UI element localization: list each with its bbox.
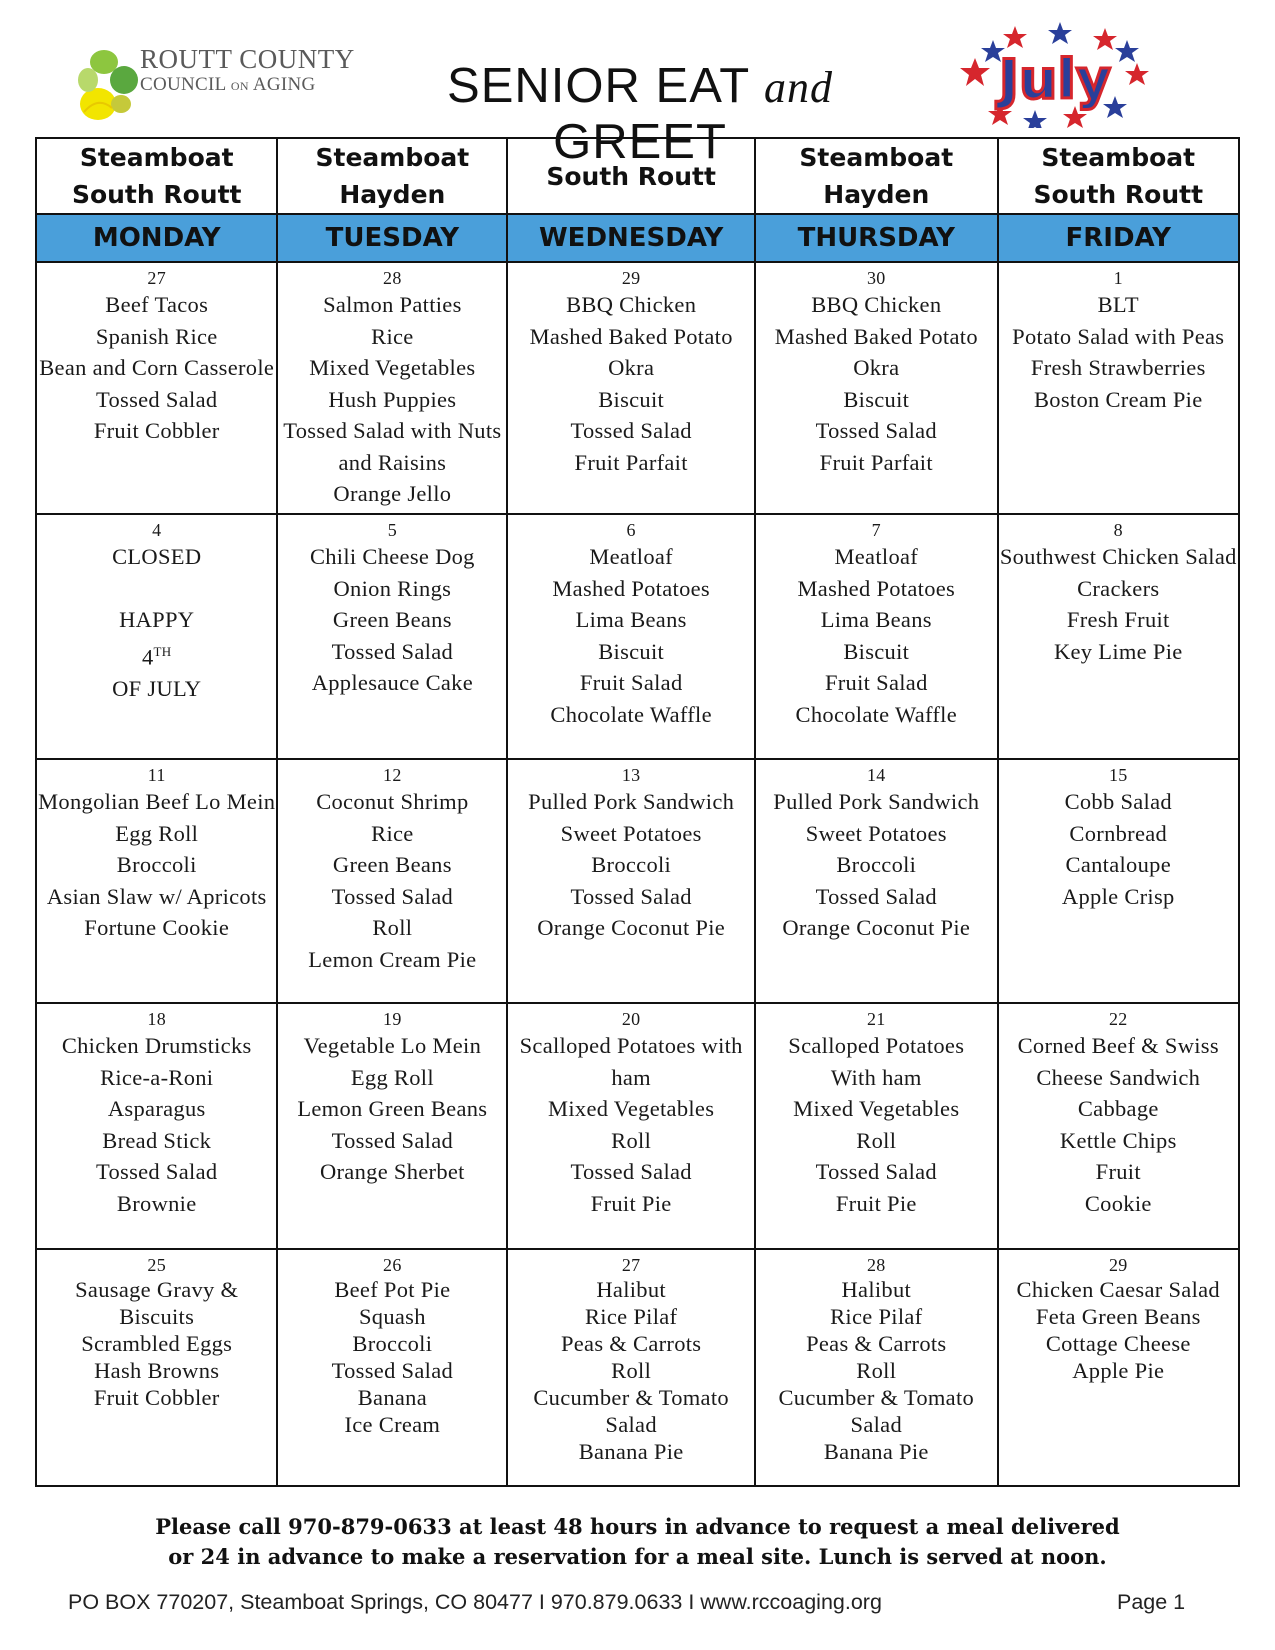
day-date: 4 (152, 520, 162, 540)
day-date: 21 (866, 1009, 886, 1029)
location-cell: Steamboat Hayden (277, 138, 507, 214)
menu-item: Fruit Salad (579, 670, 683, 695)
menu-item: Applesauce Cake (311, 670, 474, 695)
menu-item: Banana (357, 1385, 427, 1410)
menu-day-cell (998, 759, 1239, 1003)
menu-day-cell (36, 1249, 277, 1486)
menu-item: Broccoli (836, 852, 917, 877)
menu-item: Biscuit (598, 386, 665, 412)
menu-day-cell (507, 759, 755, 1003)
menu-day-cell (507, 1249, 755, 1486)
menu-item: Sausage Gravy & Biscuits (75, 1277, 239, 1329)
day-date: 8 (1113, 520, 1123, 540)
day-date: 29 (621, 268, 641, 288)
day-date: 14 (866, 765, 886, 785)
menu-item: CLOSED (112, 544, 202, 569)
menu-item: Cookie (1084, 1190, 1152, 1216)
menu-item: Roll (856, 1358, 897, 1383)
menu-day-cell (277, 514, 507, 759)
menu-day-cell (507, 514, 755, 759)
menu-item: Crackers (1077, 575, 1160, 601)
menu-day-cell (998, 262, 1239, 514)
day-date: 28 (383, 268, 402, 288)
menu-day-cell (998, 514, 1239, 759)
menu-day-cell (36, 759, 277, 1003)
title-part-b: GREET (553, 115, 727, 169)
week-row (36, 514, 1239, 759)
location-row (36, 138, 1239, 214)
menu-item: Broccoli (116, 852, 197, 877)
menu-item: Cobb Salad (1064, 789, 1172, 814)
menu-item: Tossed Salad (570, 883, 692, 909)
week-row (36, 759, 1239, 1003)
menu-item: Vegetable Lo Mein (303, 1033, 482, 1058)
menu-item: Scalloped Potatoes (788, 1033, 965, 1058)
menu-item: Roll (611, 1127, 652, 1153)
menu-item: HAPPY (119, 607, 195, 632)
footer-notice (0, 1512, 1275, 1572)
menu-item: Potato Salad with Peas (1012, 323, 1225, 349)
menu-item: Pulled Pork Sandwich (773, 789, 980, 814)
menu-item: Biscuit (598, 638, 665, 664)
menu-item: Onion Rings (333, 575, 452, 601)
menu-item: Boston Cream Pie (1033, 386, 1203, 412)
location-cell: Steamboat Hayden (755, 138, 997, 214)
day-header-wednesday: WEDNESDAY (507, 214, 755, 262)
july-stars-badge-icon (955, 18, 1155, 128)
title-part-a: SENIOR EAT (447, 59, 750, 113)
menu-item: Mixed Vegetables (793, 1096, 960, 1121)
menu-day-cell (277, 1003, 507, 1249)
menu-item: Green Beans (332, 852, 452, 877)
menu-day-cell (36, 514, 277, 759)
menu-item: Tossed Salad (570, 1159, 692, 1184)
title-and: and (763, 63, 833, 112)
council-logo-text (140, 46, 355, 94)
menu-item: BLT (1097, 292, 1139, 317)
menu-item: Tossed Salad (331, 1127, 454, 1153)
menu-item: Halibut (841, 1277, 912, 1302)
menu-item: Beef Pot Pie (334, 1277, 451, 1302)
menu-item: Tossed Salad (331, 638, 454, 664)
day-date: 30 (866, 268, 886, 288)
menu-item: Broccoli (591, 852, 672, 877)
menu-day-cell (755, 262, 997, 514)
menu-item: Fruit Pie (590, 1190, 672, 1216)
menu-item: Fruit Cobbler (93, 418, 220, 443)
menu-item: Tossed Salad (570, 418, 692, 443)
menu-item: Peas & Carrots (560, 1331, 702, 1356)
day-date: 7 (871, 520, 881, 540)
menu-item: Cornbread (1069, 820, 1168, 846)
menu-item: Banana Pie (823, 1439, 929, 1464)
day-header-thursday: THURSDAY (755, 214, 997, 262)
menu-item: Hush Puppies (328, 386, 457, 412)
location-cell: Steamboat South Routt (998, 138, 1239, 214)
menu-item: Fruit Parfait (819, 449, 933, 475)
menu-item: Tossed Salad (331, 1358, 454, 1383)
menu-item: Banana Pie (578, 1439, 684, 1464)
location-cell: Steamboat South Routt (36, 138, 277, 214)
menu-item: Rice Pilaf (584, 1304, 678, 1329)
day-date: 15 (1108, 765, 1128, 785)
day-date: 5 (387, 520, 398, 540)
menu-item: Fruit Pie (835, 1190, 917, 1216)
day-date: 12 (383, 765, 402, 785)
menu-item: BBQ Chicken (566, 292, 697, 317)
menu-item: Cantaloupe (1065, 852, 1171, 877)
menu-day-cell (755, 759, 997, 1003)
menu-item: Tossed Salad (96, 1159, 218, 1184)
menu-item: Lemon Green Beans (297, 1096, 488, 1121)
day-header-monday: MONDAY (36, 214, 277, 262)
day-date: 18 (147, 1009, 167, 1029)
menu-item: Key Lime Pie (1053, 638, 1183, 664)
menu-item: Fortune Cookie (84, 915, 230, 940)
day-header-row (36, 214, 1239, 262)
menu-item: Ice Cream (344, 1412, 441, 1437)
day-date: 28 (866, 1255, 886, 1275)
day-date: 26 (383, 1255, 402, 1275)
menu-day-cell (277, 1249, 507, 1486)
menu-item: Biscuit (843, 638, 910, 664)
menu-item: Fruit (1095, 1159, 1141, 1184)
menu-item: Cabbage (1077, 1096, 1159, 1121)
menu-item: 4TH (141, 643, 172, 669)
menu-item: Bean and Corn Casserole (39, 355, 275, 380)
menu-item: Pulled Pork Sandwich (528, 789, 735, 814)
menu-item: OF JULY (112, 675, 202, 701)
menu-item: Fruit Salad (824, 670, 928, 695)
menu-item: Chili Cheese Dog (309, 544, 475, 569)
footer-address: PO BOX 770207, Steamboat Springs, CO 80477 I 970.879.0633 I www.rccoaging.org (68, 1590, 882, 1614)
menu-item: Scrambled Eggs (81, 1331, 233, 1356)
page-header (0, 0, 1275, 169)
menu-item: With ham (830, 1064, 922, 1090)
menu-item: Corned Beef & Swiss Cheese Sandwich (1017, 1033, 1219, 1090)
day-date: 27 (621, 1255, 641, 1275)
menu-day-cell (755, 514, 997, 759)
menu-item: Halibut (596, 1277, 666, 1302)
menu-item: Fruit Parfait (574, 449, 688, 475)
menu-item: Spanish Rice (95, 323, 218, 349)
menu-item: Bread Stick (102, 1127, 212, 1153)
menu-item: Tossed Salad (96, 386, 218, 412)
menu-item: Mashed Potatoes (552, 575, 710, 601)
menu-day-cell (36, 262, 277, 514)
menu-item: Tossed Salad (331, 883, 454, 909)
menu-item: Coconut Shrimp (316, 789, 469, 814)
menu-item: Tossed Salad (815, 1159, 937, 1184)
menu-item: Rice (371, 323, 414, 349)
menu-item: Fruit Cobbler (93, 1385, 220, 1410)
menu-item: Feta Green Beans (1035, 1304, 1201, 1329)
menu-item: Mashed Baked Potato (774, 323, 978, 349)
menu-item: Sweet Potatoes (560, 820, 702, 846)
menu-item: Green Beans (332, 607, 452, 632)
menu-item: Egg Roll (115, 820, 199, 846)
day-date: 1 (1113, 268, 1123, 288)
day-date: 25 (147, 1255, 167, 1275)
menu-item: Apple Crisp (1061, 883, 1175, 909)
menu-item: Sweet Potatoes (805, 820, 947, 846)
menu-item: Chicken Drumsticks (61, 1033, 252, 1058)
week-row (36, 262, 1239, 514)
menu-item: Fresh Fruit (1066, 607, 1170, 632)
menu-item: Asparagus (107, 1096, 206, 1121)
menu-item: Salmon Patties (323, 292, 462, 317)
menu-item: Apple Pie (1072, 1358, 1165, 1383)
logo-line2-on: ON (230, 79, 249, 93)
menu-day-cell (755, 1249, 997, 1486)
footer-notice-line1: Please call 970-879-0633 at least 48 hours in advance to request a meal delivered (155, 1514, 1120, 1539)
menu-item: Orange Coconut Pie (537, 915, 726, 940)
day-date: 13 (621, 765, 641, 785)
menu-item: BBQ Chicken (811, 292, 942, 317)
menu-day-cell (998, 1003, 1239, 1249)
week-row (36, 1249, 1239, 1486)
menu-item: Rice (371, 820, 414, 846)
menu-day-cell (507, 262, 755, 514)
menu-item: Asian Slaw w/ Apricots (46, 883, 267, 909)
footer-notice-line2: or 24 in advance to make a reservation for a meal site. Lunch is served at noon. (168, 1544, 1107, 1569)
day-date: 22 (1108, 1009, 1128, 1029)
logo-line1: ROUTT COUNTY (140, 44, 355, 74)
day-date: 27 (147, 268, 167, 288)
day-date: 29 (1108, 1255, 1128, 1275)
menu-day-cell (277, 759, 507, 1003)
menu-item (37, 573, 276, 605)
menu-item: Okra (853, 355, 900, 380)
day-date: 19 (383, 1009, 402, 1029)
week-row (36, 1003, 1239, 1249)
menu-item: Fresh Strawberries (1030, 355, 1206, 380)
menu-item: Orange Jello (333, 481, 452, 506)
menu-item: Mashed Baked Potato (529, 323, 733, 349)
menu-item: Peas & Carrots (806, 1331, 947, 1356)
menu-table (35, 137, 1240, 1487)
menu-item: Cucumber & Tomato Salad (778, 1385, 975, 1437)
location-cell: South Routt (507, 138, 755, 214)
menu-item: Mongolian Beef Lo Mein (38, 789, 276, 814)
menu-item: Chicken Caesar Salad (1016, 1277, 1220, 1302)
page-number: Page 1 (1117, 1590, 1186, 1614)
menu-item: Scalloped Potatoes with ham (519, 1033, 743, 1090)
menu-item: Rice Pilaf (830, 1304, 923, 1329)
menu-item: Roll (372, 915, 413, 940)
july-badge-text: July (998, 48, 1112, 111)
menu-item: Southwest Chicken Salad (999, 544, 1237, 569)
menu-item: Meatloaf (589, 544, 673, 569)
menu-item: Brownie (116, 1190, 197, 1216)
day-header-tuesday: TUESDAY (277, 214, 507, 262)
menu-item: Lima Beans (820, 607, 932, 632)
day-header-friday: FRIDAY (998, 214, 1239, 262)
menu-item: Roll (856, 1127, 897, 1153)
menu-item: Orange Coconut Pie (782, 915, 971, 940)
logo-line2-a: COUNCIL (140, 74, 226, 95)
menu-item: Cucumber & Tomato Salad (533, 1385, 729, 1437)
menu-item: Kettle Chips (1059, 1127, 1177, 1153)
menu-item: Meatloaf (834, 544, 919, 569)
menu-day-cell (277, 262, 507, 514)
menu-item: Hash Browns (94, 1358, 220, 1383)
menu-day-cell (998, 1249, 1239, 1486)
menu-item: Tossed Salad (815, 883, 937, 909)
menu-day-cell (36, 1003, 277, 1249)
menu-item: Mixed Vegetables (548, 1096, 715, 1121)
menu-item: Beef Tacos (105, 292, 209, 317)
menu-item: Orange Sherbet (319, 1159, 465, 1184)
menu-item: Mashed Potatoes (797, 575, 956, 601)
menu-item: Rice-a-Roni (100, 1064, 214, 1090)
menu-day-cell (755, 1003, 997, 1249)
menu-item: Squash (358, 1304, 426, 1329)
day-date: 20 (621, 1009, 641, 1029)
menu-item: Cottage Cheese (1045, 1331, 1191, 1356)
menu-item: Lemon Cream Pie (308, 946, 477, 972)
logo-line2 (140, 75, 355, 94)
menu-item: Tossed Salad with Nuts and Raisins (283, 418, 502, 475)
day-date: 6 (626, 520, 636, 540)
menu-item: Biscuit (843, 386, 910, 412)
menu-item: Tossed Salad (815, 418, 937, 443)
menu-item: Okra (608, 355, 655, 380)
menu-item: Chocolate Waffle (550, 701, 712, 727)
menu-item: Roll (611, 1358, 652, 1383)
menu-item: Egg Roll (350, 1064, 434, 1090)
menu-item: Mixed Vegetables (309, 355, 476, 380)
logo-line2-b: AGING (252, 74, 316, 95)
menu-item: Broccoli (352, 1331, 433, 1356)
menu-day-cell (507, 1003, 755, 1249)
menu-item: Chocolate Waffle (795, 701, 958, 727)
day-date: 11 (147, 765, 166, 785)
menu-item: Lima Beans (575, 607, 687, 632)
